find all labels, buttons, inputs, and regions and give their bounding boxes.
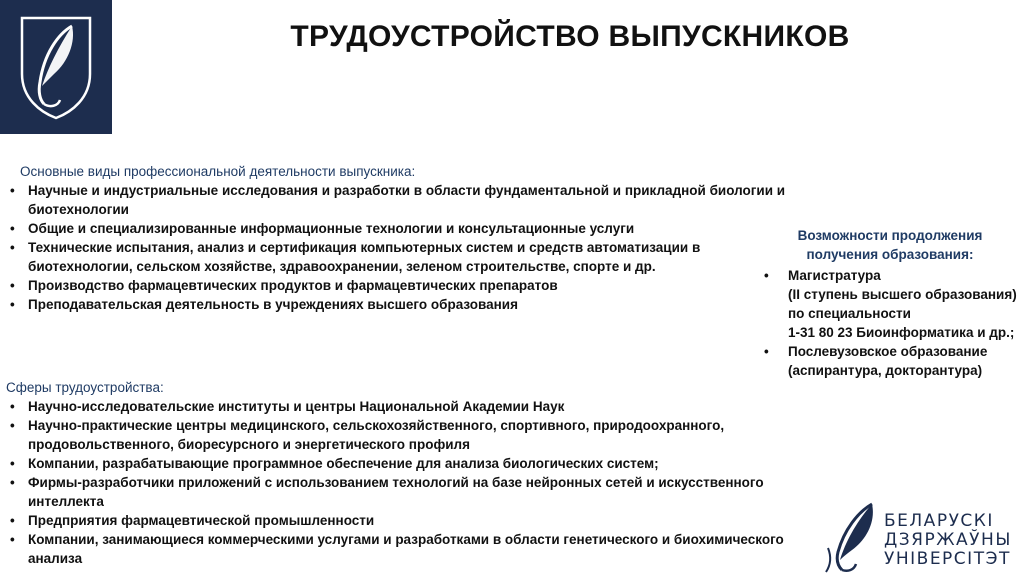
list-item: • Предприятия фармацевтической промышленности: [6, 511, 836, 530]
list-item: • Технические испытания, анализ и сертификация компьютерных систем и средств автоматизации в биотехнологии, сельском хозяйстве, здравоохранении, зеленом строительстве, спорте и др.: [6, 238, 796, 276]
list-item: • Научные и индустриальные исследования и разработки в области фундаментальной и прикладной биологии и биотехнологии: [6, 181, 796, 219]
list-item: [760, 342, 1020, 380]
list-item: • Компании, занимающиеся коммерческими услугами и разработками в области генетического и биохимического анализа: [6, 530, 836, 568]
activity-section: [6, 162, 796, 314]
education-heading: [760, 226, 1020, 264]
list-item: • Преподавательская деятельность в учреждениях высшего образования: [6, 295, 796, 314]
list-item: • Компании, разрабатывающие программное обеспечение для анализа биологических систем;: [6, 454, 836, 473]
edu-line: • Послевузовское образование: [788, 344, 988, 359]
university-name: [884, 512, 1012, 569]
activity-list: [6, 181, 796, 314]
education-list: [760, 266, 1020, 380]
list-item: • Общие и специализированные информационные технологии и консультационные услуги: [6, 219, 796, 238]
list-item: • Научно-практические центры медицинского, сельскохозяйственного, спортивного, природоохранного, продовольственного, биоресурсного и энергетического профиля: [6, 416, 836, 454]
university-name-line: УНІВЕРСІТЭТ: [884, 549, 1011, 569]
edu-line: (II ступень высшего образования): [788, 287, 1017, 302]
university-name-line: ДЗЯРЖАЎНЫ: [884, 530, 1012, 550]
feather-shield-icon: [14, 12, 98, 122]
list-item: • Научно-исследовательские институты и центры Национальной Академии Наук: [6, 397, 836, 416]
list-item: • Производство фармацевтических продуктов и фармацевтических препаратов: [6, 276, 796, 295]
edu-line: (аспирантура, докторантура): [788, 363, 983, 378]
spheres-list: [6, 397, 836, 568]
spheres-heading: Сферы трудоустройства:: [6, 380, 164, 395]
university-logo-box: [0, 0, 112, 134]
list-item: [760, 266, 1020, 342]
feather-icon: [822, 500, 882, 574]
page-title: ТРУДОУСТРОЙСТВО ВЫПУСКНИКОВ: [290, 20, 850, 53]
activity-heading: Основные виды профессиональной деятельности выпускника:: [20, 164, 416, 179]
university-name-line: БЕЛАРУСКІ: [884, 511, 994, 531]
list-item: • Фирмы-разработчики приложений с использованием технологий на базе нейронных сетей и искусственного интеллекта: [6, 473, 836, 511]
edu-line: 1-31 80 23 Биоинформатика и др.;: [788, 325, 1015, 340]
spheres-section: [6, 378, 836, 568]
education-heading-line: Возможности продолжения: [797, 228, 983, 243]
education-section: [760, 226, 1020, 380]
edu-line: по специальности: [788, 306, 911, 321]
university-brand: [818, 500, 1024, 574]
education-heading-line: получения образования:: [806, 247, 974, 262]
edu-line: • Магистратура: [788, 268, 881, 283]
